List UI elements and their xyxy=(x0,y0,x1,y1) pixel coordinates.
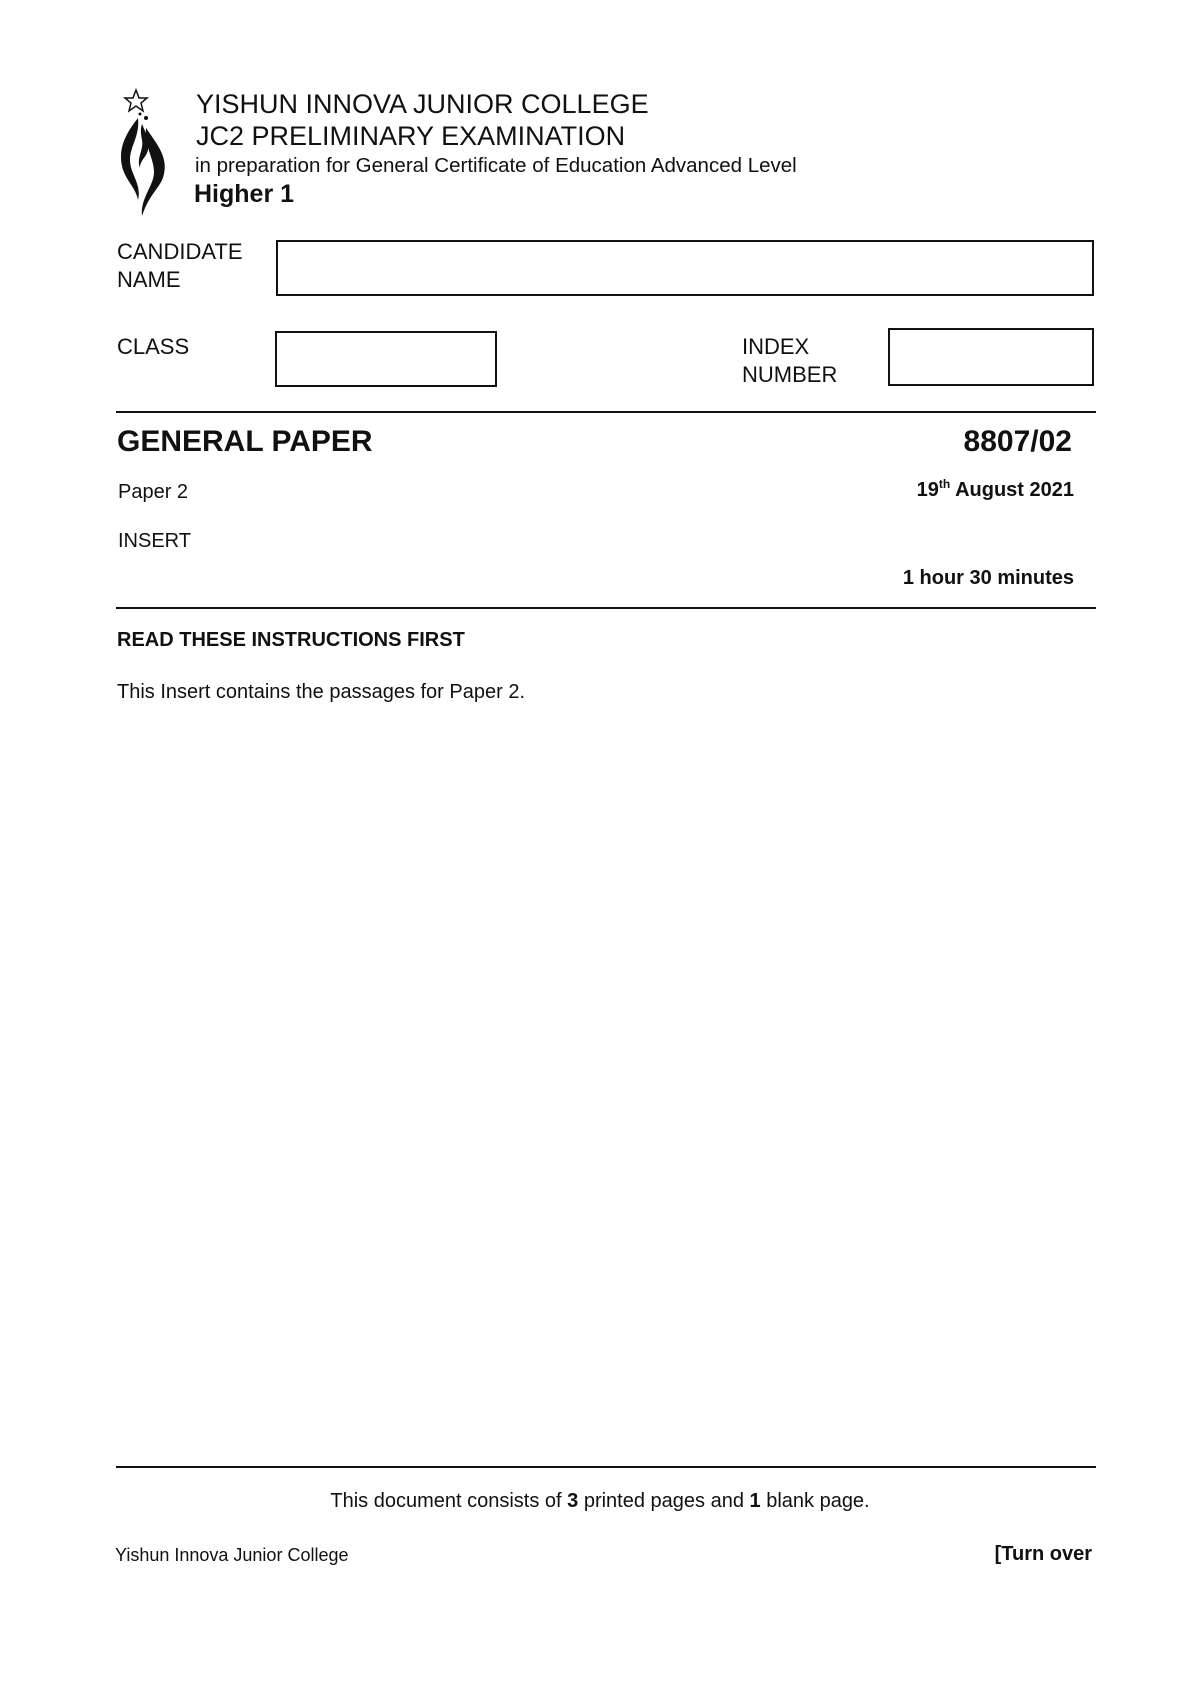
exam-preparation: in preparation for General Certificate of Education Advanced Level xyxy=(195,154,797,177)
paper-number: Paper 2 xyxy=(118,481,189,503)
date-day: 19 xyxy=(916,479,939,501)
paper-title: GENERAL PAPER xyxy=(117,425,373,458)
footer-college: Yishun Innova Junior College xyxy=(115,1545,349,1565)
index-number-field[interactable] xyxy=(888,328,1094,386)
blank-page-count: 1 xyxy=(749,1490,761,1512)
instructions-heading: READ THESE INSTRUCTIONS FIRST xyxy=(117,629,465,651)
paper-type: INSERT xyxy=(118,530,191,552)
exam-level: Higher 1 xyxy=(194,180,295,208)
divider-middle xyxy=(116,607,1096,609)
pages-text-pre: This document consists of xyxy=(330,1490,568,1512)
divider-bottom xyxy=(116,1466,1096,1468)
candidate-label-line2: NAME xyxy=(117,267,181,292)
exam-title: JC2 PRELIMINARY EXAMINATION xyxy=(196,121,626,151)
pages-text-post: blank page. xyxy=(760,1490,870,1512)
instructions-body: This Insert contains the passages for Paper 2. xyxy=(117,681,525,703)
date-rest: August 2021 xyxy=(950,479,1074,501)
class-field[interactable] xyxy=(275,331,497,387)
printed-page-count: 3 xyxy=(567,1490,579,1512)
date-suffix: th xyxy=(938,477,951,491)
paper-duration: 1 hour 30 minutes xyxy=(902,567,1074,589)
turn-over: [Turn over xyxy=(994,1543,1092,1565)
pages-text-mid: printed pages and xyxy=(578,1490,750,1512)
candidate-label-line1: CANDIDATE xyxy=(117,239,243,264)
index-label-line1: INDEX xyxy=(742,334,810,359)
candidate-name-label xyxy=(117,238,243,294)
index-number-label xyxy=(742,333,837,389)
college-logo xyxy=(116,88,178,218)
college-name: YISHUN INNOVA JUNIOR COLLEGE xyxy=(196,89,649,119)
page-count-note xyxy=(0,1488,1200,1514)
paper-date xyxy=(917,477,1074,503)
index-label-line2: NUMBER xyxy=(742,362,838,387)
divider-top xyxy=(116,411,1096,413)
paper-code: 8807/02 xyxy=(963,425,1072,458)
candidate-name-field[interactable] xyxy=(276,240,1094,296)
class-label: CLASS xyxy=(117,334,190,359)
